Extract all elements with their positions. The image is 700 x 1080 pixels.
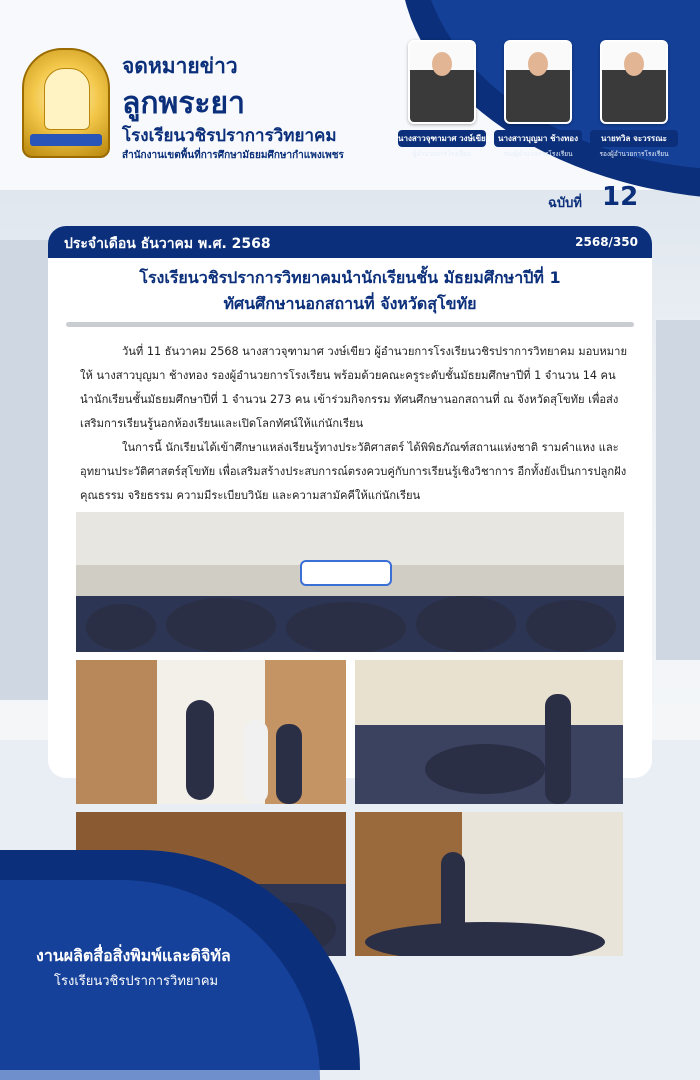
school-logo bbox=[22, 48, 110, 158]
staff-role: รองผู้อำนวยการโรงเรียน bbox=[599, 150, 669, 158]
staff-name: นางสาวจุฑามาศ วงษ์เขียว bbox=[398, 130, 486, 147]
staff-photo bbox=[408, 40, 476, 124]
issue-number: 12 bbox=[602, 182, 639, 212]
staff-role: รองผู้อำนวยการโรงเรียน bbox=[503, 150, 573, 158]
exhibit-hall-photo bbox=[355, 660, 623, 804]
issue-label: ฉบับที่ bbox=[548, 196, 582, 211]
banner-sign bbox=[300, 560, 392, 586]
office-name: สำนักงานเขตพื้นที่การศึกษามัธยมศึกษากำแพงเพชร bbox=[122, 150, 344, 161]
article-paragraph: วันที่ 11 ธันวาคม 2568 นางสาวจุฑามาศ วงษ์เขียว ผู้อำนวยการโรงเรียนวชิรปราการวิทยาคม มอบหมายให้ นางสาวบุญมา ช้างทอง รองผู้อำนวยการโรงเรียน พร้อมด้วยคณะครูระดับชั้นมัธยมศึกษาปีที่ 1 จำนวน 14 คน นำนักเรียนชั้นมัธยมศึกษาปีที่ 1 จำนวน 273 คน เข้าร่วมกิจกรรม ทัศนศึกษานอกสถานที่ ณ จังหวัดสุโขทัย เพื่อส่งเสริมการเรียนรู้นอกห้องเรียนและเปิดโลกทัศน์ให้แก่นักเรียน bbox=[80, 345, 627, 430]
staff-photo bbox=[504, 40, 572, 124]
divider bbox=[66, 322, 634, 327]
issue-month: ประจำเดือน ธันวาคม พ.ศ. 2568 bbox=[64, 236, 271, 252]
footer-school: โรงเรียนวชิรปราการวิทยาคม bbox=[54, 974, 219, 989]
newsletter-label: จดหมายข่าว bbox=[122, 54, 238, 78]
staff-card bbox=[590, 40, 678, 159]
staff-card bbox=[494, 40, 582, 159]
newsletter-title: ลูกพระยา bbox=[122, 86, 245, 121]
school-name: โรงเรียนวชิรปราการวิทยาคม bbox=[122, 126, 337, 146]
staff-name: นายทวิล จะวรรณะ bbox=[590, 130, 678, 147]
museum-entrance-photo bbox=[76, 660, 346, 804]
staff-card bbox=[398, 40, 491, 159]
article-subtitle: ทัศนศึกษานอกสถานที่ จังหวัดสุโขทัย bbox=[223, 294, 477, 313]
staff-name: นางสาวบุญมา ช้างทอง bbox=[494, 130, 582, 147]
staff-photo bbox=[600, 40, 668, 124]
staff-role: ผู้อำนวยการโรงเรียน bbox=[412, 150, 472, 158]
group-photo bbox=[76, 512, 624, 652]
document-number: 2568/350 bbox=[575, 235, 638, 249]
article-paragraph: ในการนี้ นักเรียนได้เข้าศึกษาแหล่งเรียนรู้ทางประวัติศาสตร์ ได้พิพิธภัณฑ์สถานแห่งชาติ รามคำแหง และอุทยานประวัติศาสตร์สุโขทัย เพื่อเสริมสร้างประสบการณ์ตรงควบคู่กับการเรียนรู้เชิงวิชาการ อีกทั้งยังเป็นการปลูกฝังคุณธรรม จริยธรรม ความมีระเบียบวินัย และความสามัคคีให้แก่นักเรียน bbox=[80, 441, 627, 502]
header bbox=[0, 0, 700, 190]
guide-presentation-photo bbox=[355, 812, 623, 956]
article-title: โรงเรียนวชิรปราการวิทยาคมนำนักเรียนชั้น มัธยมศึกษาปีที่ 1 bbox=[139, 268, 561, 287]
footer-department: งานผลิตสื่อสิ่งพิมพ์และดิจิทัล bbox=[36, 946, 231, 965]
